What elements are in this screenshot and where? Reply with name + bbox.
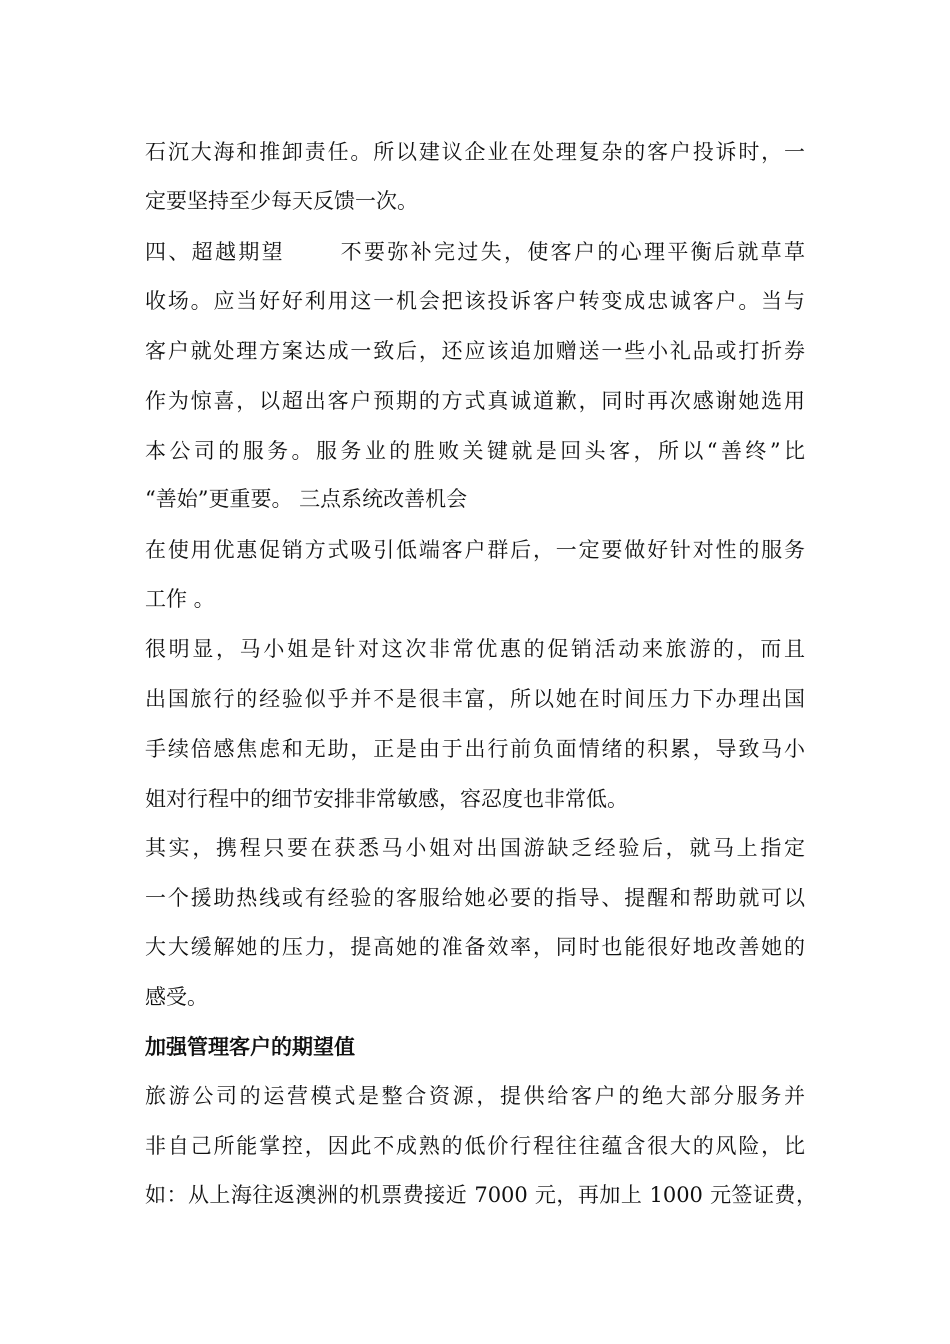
- text-line: “善始”更重要。 三点系统改善机会: [145, 487, 468, 511]
- text-line: 一个援助热线或有经验的客服给她必要的指导、提醒和帮助就可以: [145, 886, 805, 910]
- text-line: 定要坚持至少每天反馈一次。: [145, 189, 418, 213]
- section-heading: 加强管理客户的期望值: [145, 1035, 355, 1059]
- text-line: 工作 。: [145, 587, 215, 611]
- text-line: 大大缓解她的压力，提高她的准备效率，同时也能很好地改善她的: [145, 935, 805, 959]
- text-line: 感受。: [145, 985, 208, 1009]
- text-line: 作为惊喜，以超出客户预期的方式真诚道歉，同时再次感谢她选用: [145, 389, 805, 413]
- text-line: 在使用优惠促销方式吸引低端客户群后，一定要做好针对性的服务: [145, 538, 805, 562]
- text-line: 石沉大海和推卸责任。所以建议企业在处理复杂的客户投诉时，一: [145, 140, 805, 164]
- text-line: 收场。应当好好利用这一机会把该投诉客户转变成忠诚客户。当与: [145, 289, 805, 313]
- text-line: 非自己所能掌控，因此不成熟的低价行程往往蕴含很大的风险，比: [145, 1134, 805, 1158]
- text-line: 手续倍感焦虑和无助，正是由于出行前负面情绪的积累，导致马小: [145, 737, 805, 761]
- text-line: 本公司的服务。服务业的胜败关键就是回头客，所以“善终”比: [145, 439, 805, 463]
- text-line: 旅游公司的运营模式是整合资源，提供给客户的绝大部分服务并: [145, 1084, 805, 1108]
- text-line: 出国旅行的经验似乎并不是很丰富，所以她在时间压力下办理出国: [145, 687, 805, 711]
- text-line: 客户就处理方案达成一致后，还应该追加赠送一些小礼品或打折券: [145, 339, 805, 363]
- text-line: 其实，携程只要在获悉马小姐对出国游缺乏经验后，就马上指定: [145, 836, 805, 860]
- text-line: 如：从上海往返澳洲的机票费接近 7000 元，再加上 1000 元签证费，: [145, 1183, 817, 1207]
- text-line: 四、超越期望 不要弥补完过失，使客户的心理平衡后就草草: [145, 240, 805, 264]
- text-line: 很明显，马小姐是针对这次非常优惠的促销活动来旅游的，而且: [145, 637, 805, 661]
- text-line: 姐对行程中的细节安排非常敏感，容忍度也非常低。: [145, 787, 628, 811]
